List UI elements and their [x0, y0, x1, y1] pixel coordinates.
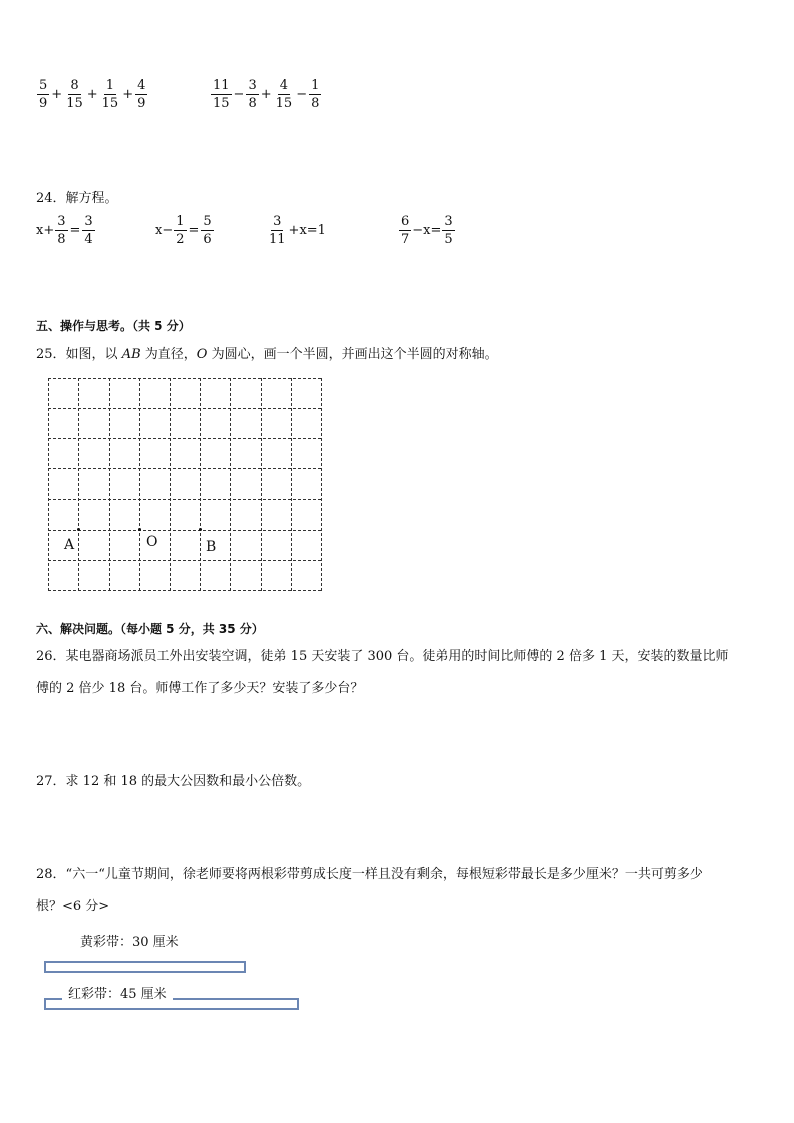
yellow-ribbon	[44, 961, 246, 973]
grid-line	[230, 378, 231, 591]
grid-line	[261, 378, 262, 591]
grid-line	[78, 378, 79, 591]
point-b	[199, 528, 202, 531]
grid-line	[200, 378, 201, 591]
expression-a: $\frac{5}{9}$ + $\frac{8}{15}$ + $\frac{1}{15}$ + $\frac{4}{9}$	[39, 78, 146, 111]
grid-line	[48, 468, 321, 469]
fraction: $\frac{3}{11}$	[269, 214, 286, 247]
section-5-heading: 五、操作与思考。（共 5 分）	[36, 319, 191, 333]
fraction: $\frac{3}{5}$	[444, 214, 453, 247]
fraction: $\frac{6}{7}$	[401, 214, 410, 247]
fraction: $\frac{5}{9}$	[39, 78, 48, 111]
label-b: B	[206, 539, 217, 555]
fraction: $\frac{1}{2}$	[176, 214, 185, 247]
yellow-ribbon-label: 黄彩带：30 厘米	[80, 935, 179, 950]
fraction: $\frac{5}{6}$	[203, 214, 212, 247]
grid-line	[109, 378, 110, 591]
label-o: O	[146, 534, 158, 550]
fraction: $\frac{1}{15}$	[101, 78, 119, 111]
label-a: A	[64, 537, 75, 553]
question-27-text: 27．求 12 和 18 的最大公因数和最小公倍数。	[36, 774, 311, 789]
section-6-heading: 六、解决问题。（每小题 5 分，共 35 分）	[36, 622, 264, 636]
fraction: $\frac{3}{8}$	[57, 214, 66, 247]
question-26-line-2: 傅的 2 倍少 18 台。师傅工作了多少天？安装了多少台？	[36, 681, 364, 696]
fraction: $\frac{4}{15}$	[275, 78, 293, 111]
equation-3: $\frac{3}{11}$ +x=1	[269, 214, 326, 247]
expression-b: $\frac{11}{15}$ − $\frac{3}{8}$ + $\frac{4}{15}$ − $\frac{1}{8}$	[213, 78, 320, 111]
question-28-line-1: 28．“六一“儿童节期间，徐老师要将两根彩带剪成长度一样且没有剩余，每根短彩带最长是多少厘米？一共可剪多少	[36, 867, 703, 882]
grid-line	[48, 590, 321, 591]
grid-line	[139, 378, 140, 591]
question-28-line-2: 根？<6 分>	[36, 899, 110, 914]
grid-line	[48, 378, 49, 591]
equation-4: $\frac{6}{7}$ −x= $\frac{3}{5}$	[401, 214, 453, 247]
grid-line	[170, 378, 171, 591]
grid-line	[321, 378, 322, 591]
red-ribbon-label: 红彩带：45 厘米	[62, 983, 173, 1002]
question-26-line-1: 26．某电器商场派员工外出安装空调，徒弟 15 天安装了 300 台。徒弟用的时间比师傅的 2 倍多 1 天，安装的数量比师	[36, 649, 729, 664]
question-24-title: 24．解方程。	[36, 191, 118, 206]
fraction: $\frac{8}{15}$	[66, 78, 83, 111]
grid-line	[48, 408, 321, 409]
grid-line	[48, 378, 321, 379]
fraction: $\frac{1}{8}$	[311, 78, 320, 111]
fraction: $\frac{3}{4}$	[84, 214, 93, 247]
fraction: $\frac{11}{15}$	[213, 78, 230, 111]
fraction: $\frac{3}{8}$	[248, 78, 257, 111]
point-a	[77, 528, 80, 531]
grid-line	[48, 438, 321, 439]
fraction: $\frac{4}{9}$	[137, 78, 146, 111]
equation-2: x− $\frac{1}{2}$ = $\frac{5}{6}$	[155, 214, 212, 247]
grid-line	[48, 560, 321, 561]
grid-line	[48, 530, 321, 531]
equation-1: x+ $\frac{3}{8}$ = $\frac{3}{4}$	[36, 214, 93, 247]
question-25-text: 25．如图，以 AB 为直径，O 为圆心，画一个半圆，并画出这个半圆的对称轴。	[36, 347, 498, 362]
grid-line	[291, 378, 292, 591]
point-o	[138, 528, 141, 531]
grid-line	[48, 499, 321, 500]
